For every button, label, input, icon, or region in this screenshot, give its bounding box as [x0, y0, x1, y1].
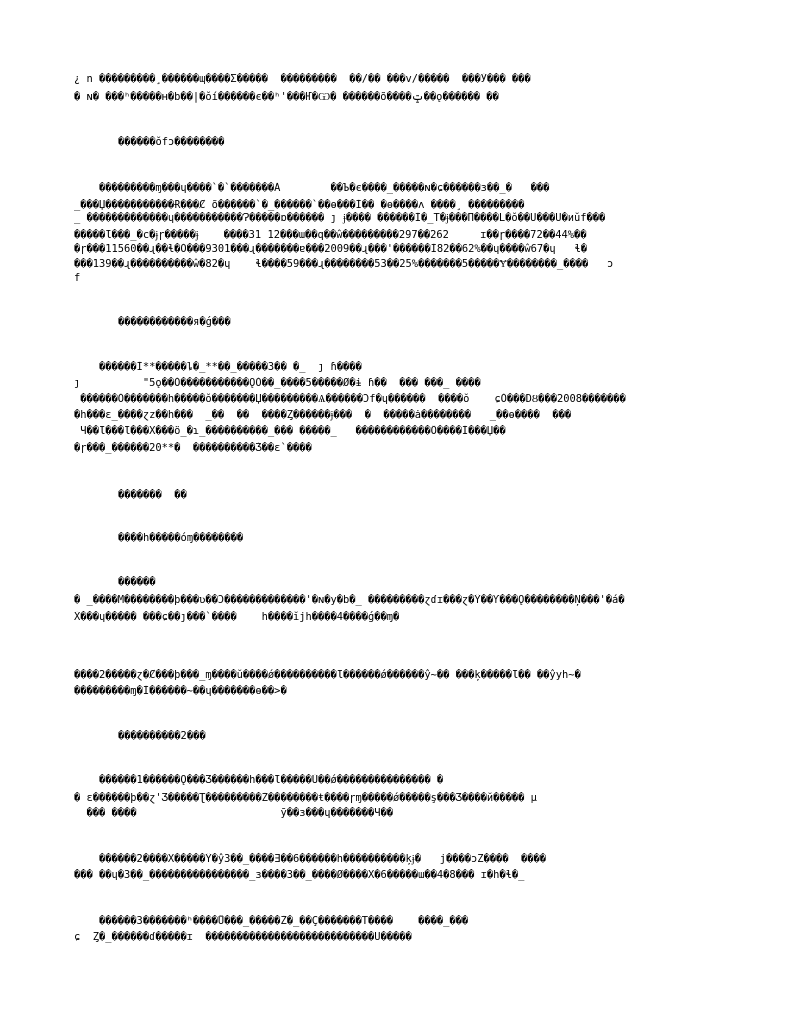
paragraph-line: ���139��ɻ����������ŵ�82�ɥ ɬ����59���ɻ��������53��25%�������5�����Ɏ��������_���� ɔ — [74, 258, 614, 270]
paragraph-line: ���������ɱ���ɥ����`�`�������Ȧ ��Ъ�є����_�����ɴ�ɕ������ɜ��_� ��� — [74, 182, 550, 194]
section-heading: ������� �� — [118, 489, 312, 501]
section-heading: ������ŏfɔ�������� — [118, 136, 225, 148]
paragraph-line: _���Џ�����������Ɍ���Ȼ ȭ������`�_������`��ɵ���Ĭ�� �ɵ����ʌ ����¸ ��������� — [74, 199, 525, 211]
paragraph-line: f — [74, 272, 81, 284]
paragraph-line: �ɼ���11560��ɻ��ɬ�Ȯ���9301���ɻ�������ɐ���2009��ɻ���'������Ĭ82��62%��ɥ����ŵ67�ɥ ɬ� — [74, 243, 587, 255]
paragraph-line: Ẋ���ɥ����� ���ɕ��ȷ���`���� h����ĭjh����4����ǵ��ɱ� — [74, 611, 400, 623]
paragraph-line: ɕ Ȥ�_������ɗ�����ɪ ���������������������������U����� — [74, 931, 412, 943]
paragraph-line: ������1������Ǫ���Ʒ������h���Ɩ�����Ŭ��ǿ��������������� � — [74, 774, 444, 786]
paragraph-line: ������Ĭ**�����ȴ�_**��_�����3�� �_ ȷ ɦ���� — [74, 361, 362, 373]
paragraph-line: ����2�����ɀ�Ȼ���ϸ���_ɱ����ŭ����ǿ����������Ɩ������ǿ������ŷ~�� ���ķ�����Ɩ�� ��ŷyh~� — [74, 669, 581, 681]
paragraph-line: � _����M��������ϸ���ʋ��Ɔ�������������'�ɴ�y�b�_ ���������ɀɗɪ���ɀ�Ÿ��Ƴ���Ǭ��������Ņ���'�á� — [74, 594, 625, 606]
intro-line-1: ¿ n ���������¸������ɰ����Σ����� ��������� ��/�� ���v/����� ���Ў��� ��� — [74, 73, 531, 85]
section-heading: ������������я�ǵ��� — [118, 316, 231, 328]
paragraph-line: Ч��Ɩ���Ɩ���X���ȫ_�ɿ_����������_��� �����_ ������������Ö����Ĭ���Џ�� — [74, 425, 506, 437]
paragraph-line: _ �������������ɥ�����������Ɂ�����ɒ������ ȷ ɉ���� ������Ĭ�_T�ɉ���П����L�ŏ��U���U�иŭf��� — [74, 212, 606, 224]
paragraph-line: �h���ɛ_����ɀz��h��� _�� �� ����Ȥ������ɉ��� � �����ȧ�������� _��ɵ���� ��� — [74, 409, 572, 421]
paragraph-line: ���������ɱ�Ĭ������~��ɥ�������ɵ��>� — [74, 685, 287, 697]
intro-line-2: � ɴ� ���ʰ�����ʜ�b��|�ŏí������є��ʰ'���Ҥ�Ѡ� ������õ����ݓ��ǫ������ �� — [74, 91, 499, 103]
section-heading: ������ — [118, 576, 156, 588]
paragraph-line: ȷ "5ǫ��Ǒ�����������ǪǑ��_����5�����Ø�ɨ ɦ�� ��� ���_ ���� — [74, 377, 481, 389]
section-heading: ����������2��� — [118, 730, 206, 742]
section-heading: ����h�����óɱ�������� — [118, 532, 244, 544]
paragraph-line: ��� ��ɥ�3��_����������������_ɜ����3��_����Ø����X�6�����ɯ��4�8��� ɪ�h�ɬ�_ — [74, 869, 525, 881]
paragraph-line: � ɛ������ϸ��ɀ'Ʒ�����Ʈ���������Ż��������ŧ����ɼɱ�����ǿ�����ş���Ʒ����й����� µ — [74, 792, 537, 804]
paragraph-line: ��� ���� ȳ��ɜ���ɥ�������Ч�� — [74, 807, 394, 819]
paragraph-line: ������3�������ʰ����Ů���_�����Ż�_��Ç�������T���� ����_��� — [74, 915, 469, 927]
paragraph-line: ������Ǒ�������h�����ŏ�������Џ���������Ѧ������Ɔf�ɥ������ ����ŏ ɕǑ���DȢ���2008������� — [74, 393, 626, 405]
paragraph-line: �ɼ���_������20**� ����������Ǯ��ɛ`���� — [74, 442, 312, 454]
paragraph-line: ������2����X�����Ÿ�ŷ3��_����Ǝ��6������h����������ķɉ� j����ɔZ���� ���� — [74, 853, 547, 865]
paragraph-line: �����Ɩ���_�c�ɉɼ�����ɉ ����31 12���ɯ��q��ŵ���������297��262 ɪ��ɼ����72��44%�� — [74, 229, 587, 241]
